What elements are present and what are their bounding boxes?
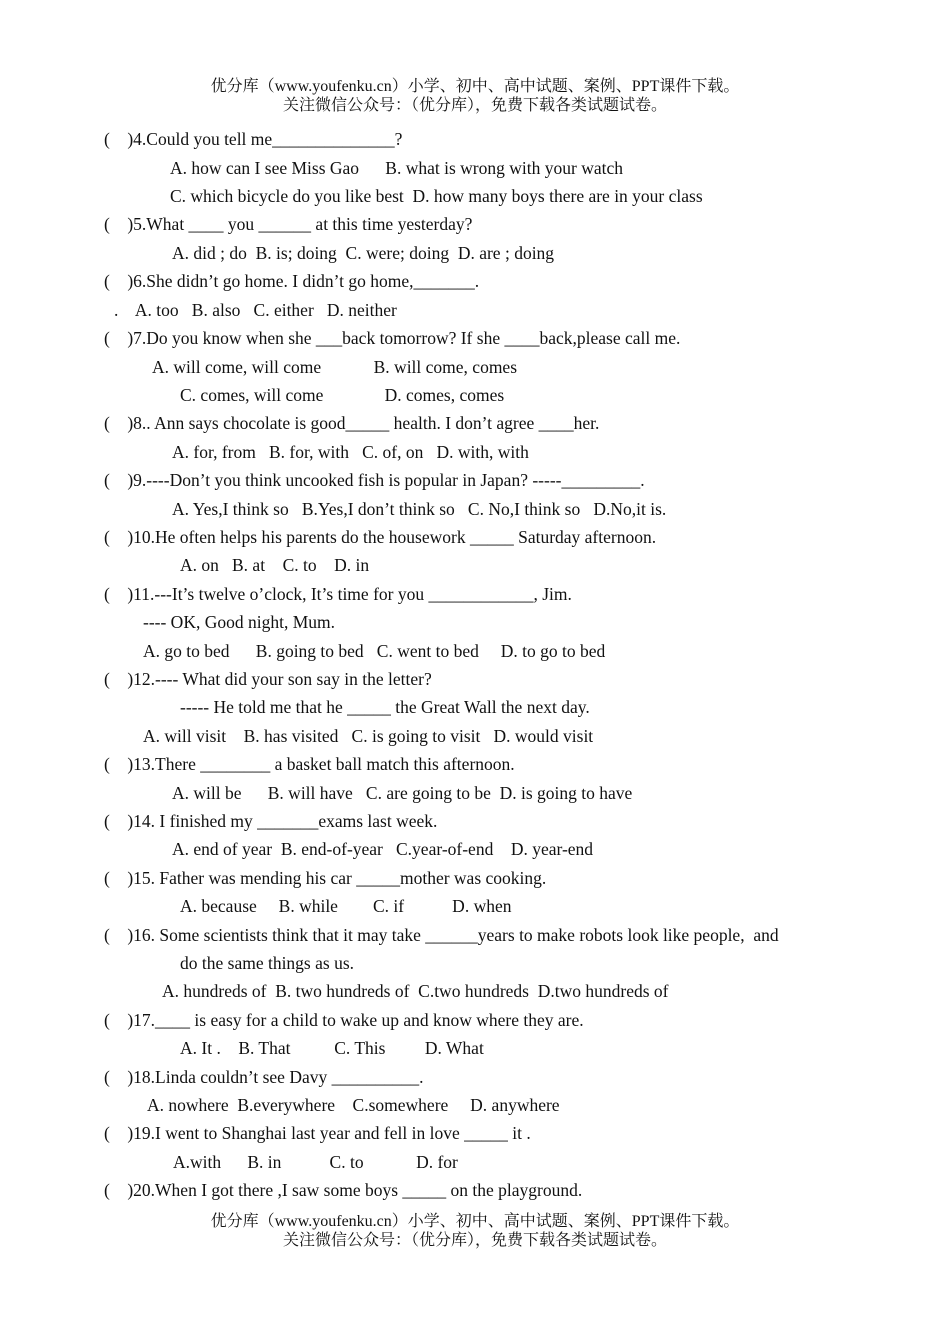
question-11-options: A. go to bed B. going to bed C. went to bed D. to go to bed <box>143 641 606 661</box>
question-17-stem: ( )17.____ is easy for a child to wake up and know where they are. <box>104 1010 584 1030</box>
question-15-options: A. because B. while C. if D. when <box>180 896 512 916</box>
question-10-options: A. on B. at C. to D. in <box>180 555 370 575</box>
header-line-1: 优分库（www.youfenku.cn）小学、初中、高中试题、案例、PPT课件下载。 <box>210 78 740 95</box>
question-15-stem: ( )15. Father was mending his car _____mother was cooking. <box>104 868 547 888</box>
question-5-stem: ( )5.What ____ you ______ at this time yesterday? <box>104 214 473 234</box>
question-11-stem: ( )11.---It’s twelve o’clock, It’s time for you ____________, Jim. <box>104 584 572 604</box>
question-7-stem: ( )7.Do you know when she ___back tomorrow? If she ____back,please call me. <box>104 328 681 348</box>
question-19-options: A.with B. in C. to D. for <box>173 1152 458 1172</box>
question-9-options: A. Yes,I think so B.Yes,I don’t think so C. No,I think so D.No,it is. <box>172 499 667 519</box>
question-7-options-ab: A. will come, will come B. will come, comes <box>152 357 518 377</box>
question-18-options: A. nowhere B.everywhere C.somewhere D. anywhere <box>147 1095 560 1115</box>
header-line-2: 关注微信公众号：（优分库），免费下载各类试题试卷。 <box>282 97 667 114</box>
question-8-stem: ( )8.. Ann says chocolate is good_____ health. I don’t agree ____her. <box>104 413 600 433</box>
question-20-stem: ( )20.When I got there ,I saw some boys _____ on the playground. <box>104 1180 583 1200</box>
question-16-options: A. hundreds of B. two hundreds of C.two hundreds D.two hundreds of <box>162 981 669 1001</box>
question-16-stem-cont: do the same things as us. <box>180 953 355 973</box>
question-19-stem: ( )19.I went to Shanghai last year and fell in love _____ it . <box>104 1123 531 1143</box>
page-header <box>0 77 950 115</box>
question-5-options: A. did ; do B. is; doing C. were; doing D. are ; doing <box>172 243 555 263</box>
question-7-options-cd: C. comes, will come D. comes, comes <box>180 385 505 405</box>
question-13-stem: ( )13.There ________ a basket ball match this afternoon. <box>104 754 515 774</box>
question-6-stem: ( )6.She didn’t go home. I didn’t go home,_______. <box>104 271 480 291</box>
question-18-stem: ( )18.Linda couldn’t see Davy __________. <box>104 1067 424 1087</box>
question-9-stem: ( )9.----Don’t you think uncooked fish is popular in Japan? -----_________. <box>104 470 645 490</box>
question-12-options: A. will visit B. has visited C. is going to visit D. would visit <box>143 726 594 746</box>
question-8-options: A. for, from B. for, with C. of, on D. with, with <box>172 442 529 462</box>
footer-line-2: 关注微信公众号：（优分库），免费下载各类试题试卷。 <box>282 1232 667 1249</box>
question-13-options: A. will be B. will have C. are going to be D. is going to have <box>172 783 633 803</box>
question-10-stem: ( )10.He often helps his parents do the housework _____ Saturday afternoon. <box>104 527 657 547</box>
question-12-dialogue: ----- He told me that he _____ the Great Wall the next day. <box>180 697 590 717</box>
question-16-stem: ( )16. Some scientists think that it may take ______years to make robots look like people, and <box>104 925 779 945</box>
question-4-stem: ( )4.Could you tell me______________? <box>104 129 403 149</box>
question-14-stem: ( )14. I finished my _______exams last week. <box>104 811 438 831</box>
question-17-options: A. It . B. That C. This D. What <box>180 1038 484 1058</box>
footer-line-1: 优分库（www.youfenku.cn）小学、初中、高中试题、案例、PPT课件下载。 <box>210 1213 740 1230</box>
question-14-options: A. end of year B. end-of-year C.year-of-end D. year-end <box>172 839 594 859</box>
question-4-options-ab: A. how can I see Miss Gao B. what is wrong with your watch <box>170 158 623 178</box>
question-12-stem: ( )12.---- What did your son say in the letter? <box>104 669 432 689</box>
question-11-dialogue: ---- OK, Good night, Mum. <box>143 612 335 632</box>
page-footer <box>0 1212 950 1250</box>
question-4-options-cd: C. which bicycle do you like best D. how many boys there are in your class <box>170 186 703 206</box>
question-6-options: . A. too B. also C. either D. neither <box>114 300 397 320</box>
